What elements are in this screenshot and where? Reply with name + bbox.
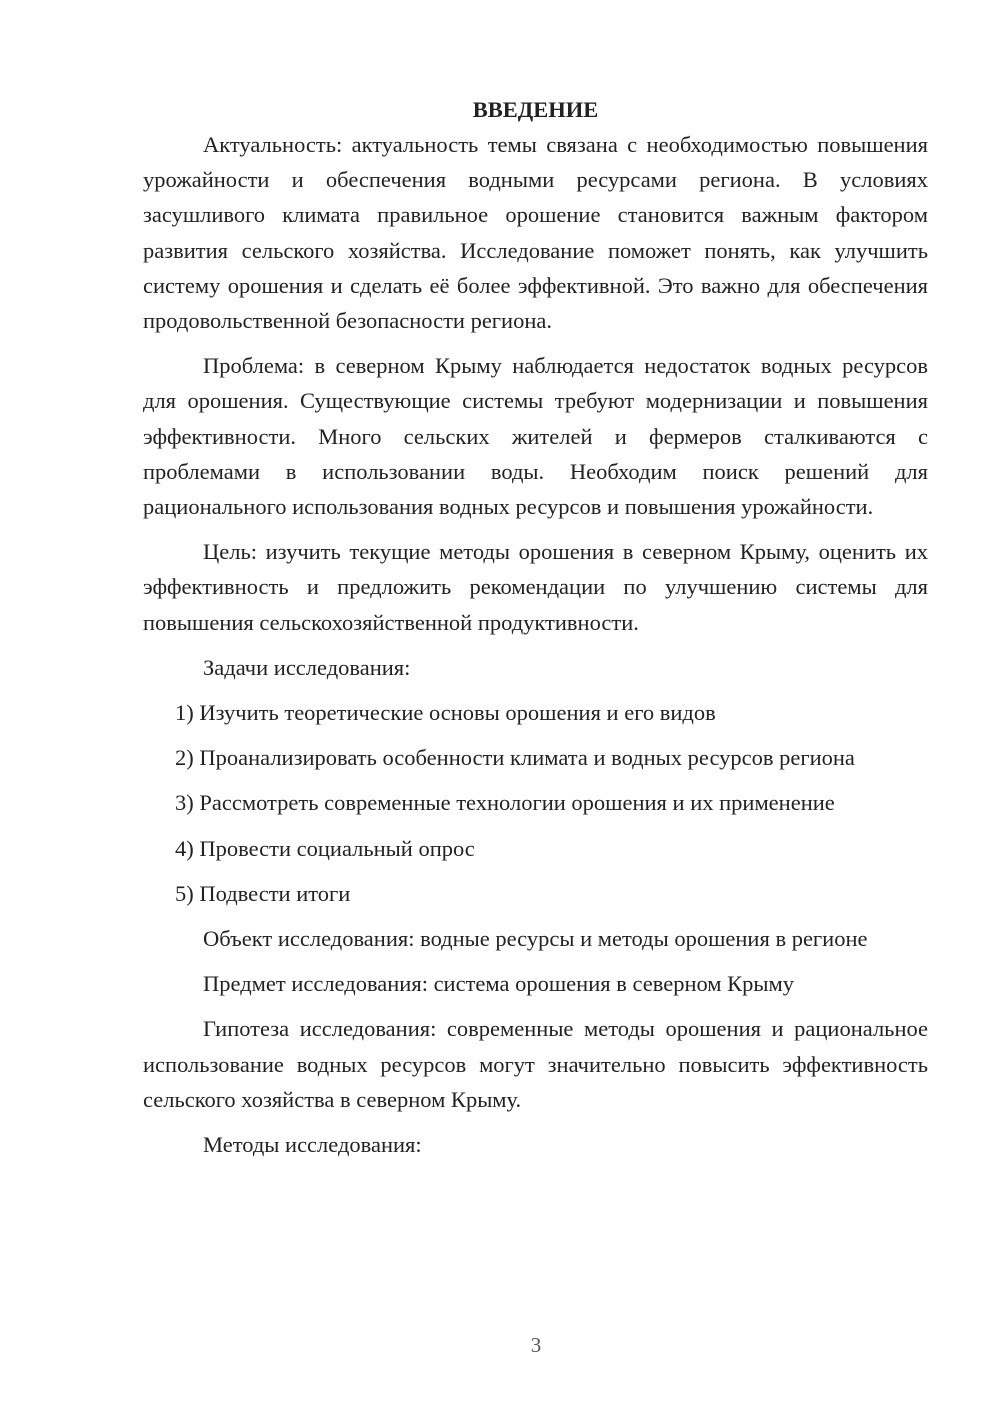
list-item: 4) Провести социальный опрос xyxy=(175,835,475,861)
list-item: 1) Изучить теоретические основы орошения и его видов xyxy=(175,700,716,726)
paragraph-goal: Цель: изучить текущие методы орошения в северном Крыму, оценить их эффективность и предложить рекомендации по улучшению системы для повышения сельскохозяйственной продуктивности. xyxy=(143,539,928,635)
list-item: 5) Подвести итоги xyxy=(175,880,351,906)
tasks-list xyxy=(143,695,928,911)
page-number: 3 xyxy=(530,1333,542,1357)
document-page xyxy=(143,92,928,1172)
paragraph-problem: Проблема: в северном Крыму наблюдается недостаток водных ресурсов для орошения. Существующие системы требуют модернизации и повышения эффективности. Много сельских жителей и фермеров сталкиваются с проблемами в использовании воды. Необходим поиск решений для рационального использования водных ресурсов и повышения урожайности. xyxy=(143,353,928,520)
paragraph-relevance: Актуальность: актуальность темы связана с необходимостью повышения урожайности и обеспечения водными ресурсами региона. В условиях засушливого климата правильное орошение становится важным фактором развития сельского хозяйства. Исследование поможет понять, как улучшить систему орошения и сделать её более эффективной. Это важно для обеспечения продовольственной безопасности региона. xyxy=(143,132,928,334)
paragraph-hypothesis: Гипотеза исследования: современные методы орошения и рациональное использование водных ресурсов могут значительно повысить эффективность сельского хозяйства в северном Крыму. xyxy=(143,1016,928,1112)
paragraph-methods: Методы исследования: xyxy=(203,1132,422,1158)
paragraph-subject: Предмет исследования: система орошения в северном Крыму xyxy=(203,971,795,997)
list-item: 2) Проанализировать особенности климата и водных ресурсов региона xyxy=(175,745,855,771)
page-title: ВВЕДЕНИЕ xyxy=(472,97,599,122)
list-item: 3) Рассмотреть современные технологии орошения и их применение xyxy=(175,790,835,816)
tasks-title: Задачи исследования: xyxy=(203,654,411,680)
paragraph-object: Объект исследования: водные ресурсы и методы орошения в регионе xyxy=(203,926,868,952)
